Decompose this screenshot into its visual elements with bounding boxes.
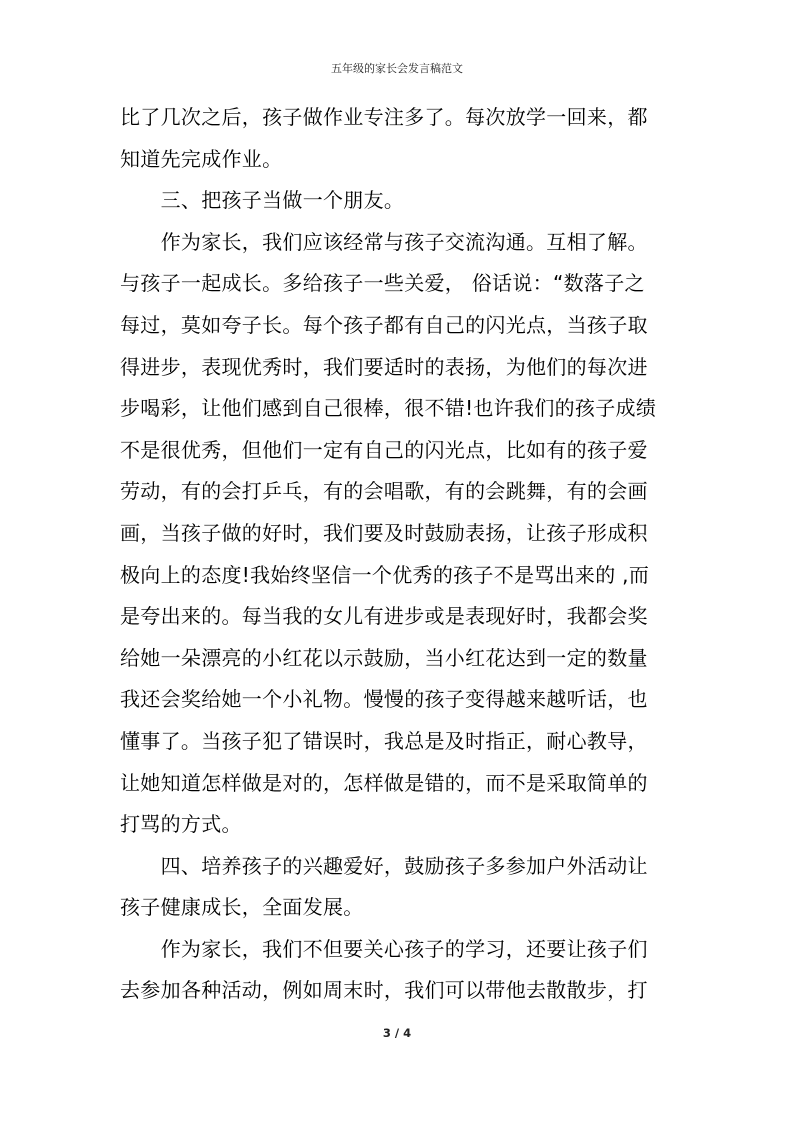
- text-line: 画，当孩子做的好时，我们要及时鼓励表扬，让孩子形成积: [120, 520, 648, 545]
- text-line: 极向上的态度!我始终坚信一个优秀的孩子不是骂出来的 ,而: [120, 562, 650, 587]
- page-header: 五年级的家长会发言稿范文: [331, 62, 463, 75]
- text-line: 步喝彩，让他们感到自己很棒，很不错!也许我们的孩子成绩: [120, 396, 657, 421]
- text-line: 与孩子一起成长。多给孩子一些关爱， 俗话说：“数落子之: [120, 271, 645, 296]
- text-line: 不是很优秀，但他们一定有自己的闪光点，比如有的孩子爱: [120, 437, 648, 462]
- text-line: 给她一朵漂亮的小红花以示鼓励，当小红花达到一定的数量: [120, 645, 648, 670]
- text-line: 劳动，有的会打乒乓，有的会唱歌，有的会跳舞，有的会画: [120, 479, 648, 504]
- text-line: 知道先完成作业。: [120, 146, 283, 171]
- text-line: 孩子健康成长，全面发展。: [120, 895, 364, 920]
- text-line: 懂事了。当孩子犯了错误时，我总是及时指正，耐心教导，: [120, 728, 648, 753]
- page-number: 3 / 4: [382, 1026, 412, 1040]
- text-line: 四、培养孩子的兴趣爱好，鼓励孩子多参加户外活动让: [120, 853, 648, 878]
- text-line: 三、把孩子当做一个朋友。: [120, 188, 405, 213]
- text-line: 是夸出来的。每当我的女儿有进步或是表现好时，我都会奖: [120, 604, 648, 629]
- text-line: 得进步，表现优秀时，我们要适时的表扬，为他们的每次进: [120, 354, 648, 379]
- text-line: 我还会奖给她一个小礼物。慢慢的孩子变得越来越听话，也: [120, 687, 648, 712]
- text-line: 让她知道怎样做是对的，怎样做是错的，而不是采取简单的: [120, 770, 648, 795]
- text-line: 比了几次之后，孩子做作业专注多了。每次放学一回来，都: [120, 105, 648, 129]
- text-line: 每过，莫如夸子长。每个孩子都有自己的闪光点，当孩子取: [120, 312, 648, 337]
- text-line: 打骂的方式。: [120, 812, 242, 837]
- text-line: 作为家长，我们不但要关心孩子的学习，还要让孩子们: [120, 936, 648, 961]
- text-line: 作为家长，我们应该经常与孩子交流沟通。互相了解。: [120, 229, 648, 254]
- text-line: 去参加各种活动，例如周末时，我们可以带他去散散步，打: [120, 978, 648, 1003]
- document-body: [120, 97, 678, 1012]
